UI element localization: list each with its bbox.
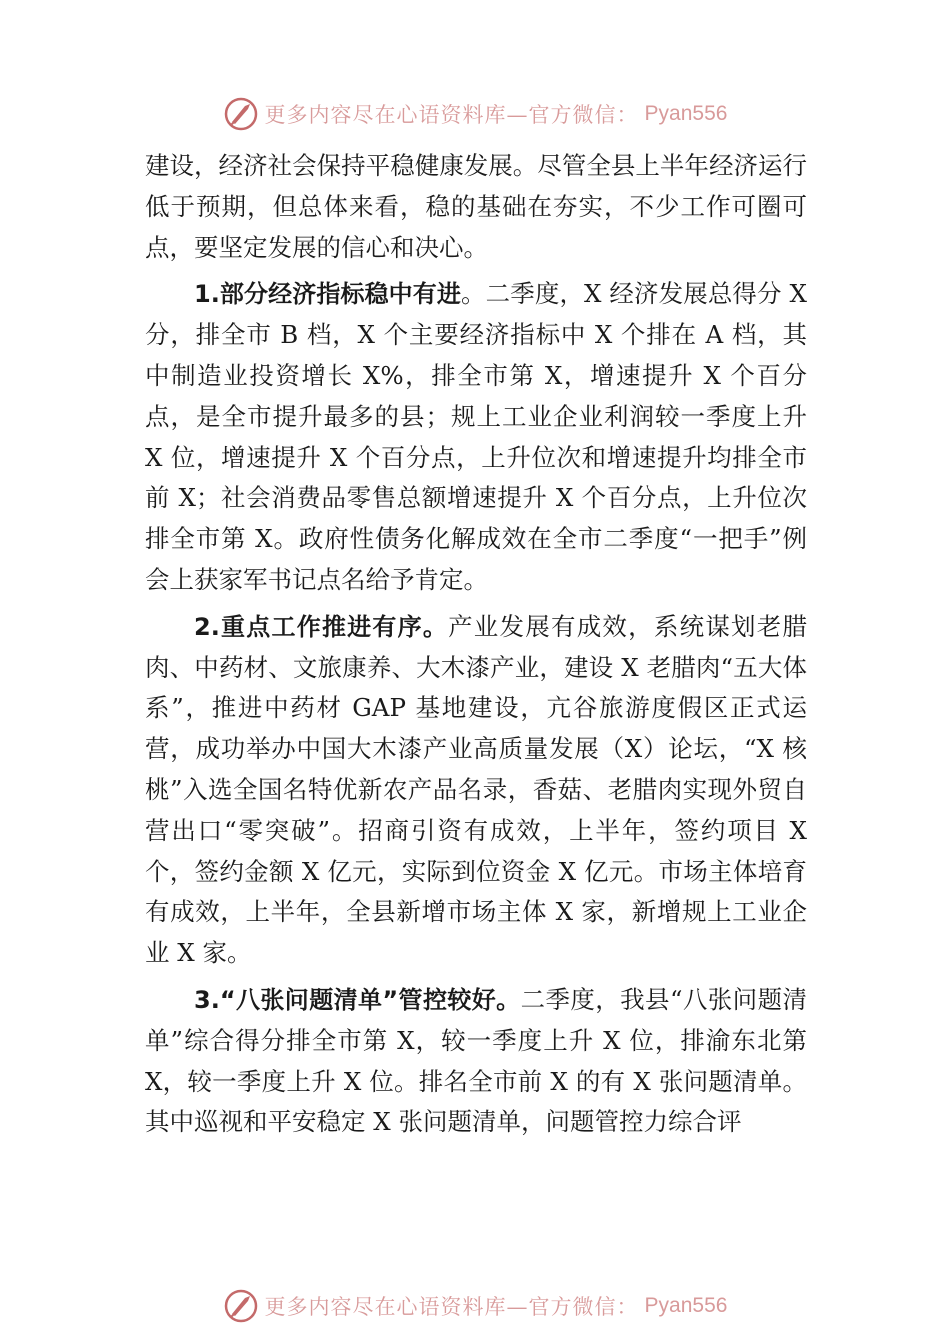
paragraph-intro — [145, 146, 807, 268]
footer-watermark — [0, 1284, 950, 1328]
watermark-wechat-id: Pyan556 — [644, 102, 728, 125]
section-heading-3: 3.“八张问题清单”管控较好。 — [194, 985, 521, 1014]
paragraph-1 — [145, 274, 807, 600]
section-heading-2: 2.重点工作推进有序。 — [194, 612, 449, 641]
paragraph-body: 。二季度，X 经济发展总得分 X 分，排全市 B 档，X 个主要经济指标中 X 个排在 A 档，其中制造业投资增长 X%，排全市第 X，增速提升 X 个百分点，是全市提升最多的县；规上工业企业利润较一季度上升 X 位，增速提升 X 个百分点，上升位次和增速提升均排全市前 X；社会消费品零售总额增速提升 X 个百分点，上升位次排全市第 X。政府性债务化解成效在全市二季度“一把手”例会上获家军书记点名给予肯定。 — [145, 279, 807, 594]
watermark-text: 更多内容尽在心语资料库—官方微信： — [264, 1295, 639, 1319]
section-heading-1: 1.部分经济指标稳中有进 — [194, 280, 462, 309]
quill-logo-icon — [223, 96, 259, 132]
paragraph-body: 建设，经济社会保持平稳健康发展。尽管全县上半年经济运行低于预期，但总体来看，稳的基础在夯实，不少工作可圈可点，要坚定发展的信心和决心。 — [145, 151, 807, 262]
watermark-wechat-id: Pyan556 — [644, 1294, 728, 1317]
paragraph-body: 产业发展有成效，系统谋划老腊肉、中药材、文旅康养、大木漆产业，建设 X 老腊肉“五大体系”，推进中药材 GAP 基地建设，亢谷旅游度假区正式运营，成功举办中国大木漆产业高质量发展（X）论坛，“X 核桃”入选全国名特优新农产品名录，香菇、老腊肉实现外贸自营出口“零突破”。招商引资有成效，上半年，签约项目 X 个，签约金额 X 亿元，实际到位资金 X 亿元。市场主体培育有成效，上半年，全县新增市场主体 X 家，新增规上工业企业 X 家。 — [145, 611, 807, 968]
paragraph-2 — [145, 607, 807, 974]
header-watermark — [0, 92, 950, 136]
quill-logo-icon — [223, 1288, 259, 1324]
document-body — [145, 146, 807, 1143]
paragraph-3 — [145, 980, 807, 1143]
watermark-text: 更多内容尽在心语资料库—官方微信： — [264, 103, 639, 127]
paragraph-body: 二季度，我县“八张问题清单”综合得分排全市第 X，较一季度上升 X 位，排渝东北第 X，较一季度上升 X 位。排名全市前 X 的有 X 张问题清单。其中巡视和平安稳定 X 张问题清单，问题管控力综合评 — [145, 984, 807, 1137]
